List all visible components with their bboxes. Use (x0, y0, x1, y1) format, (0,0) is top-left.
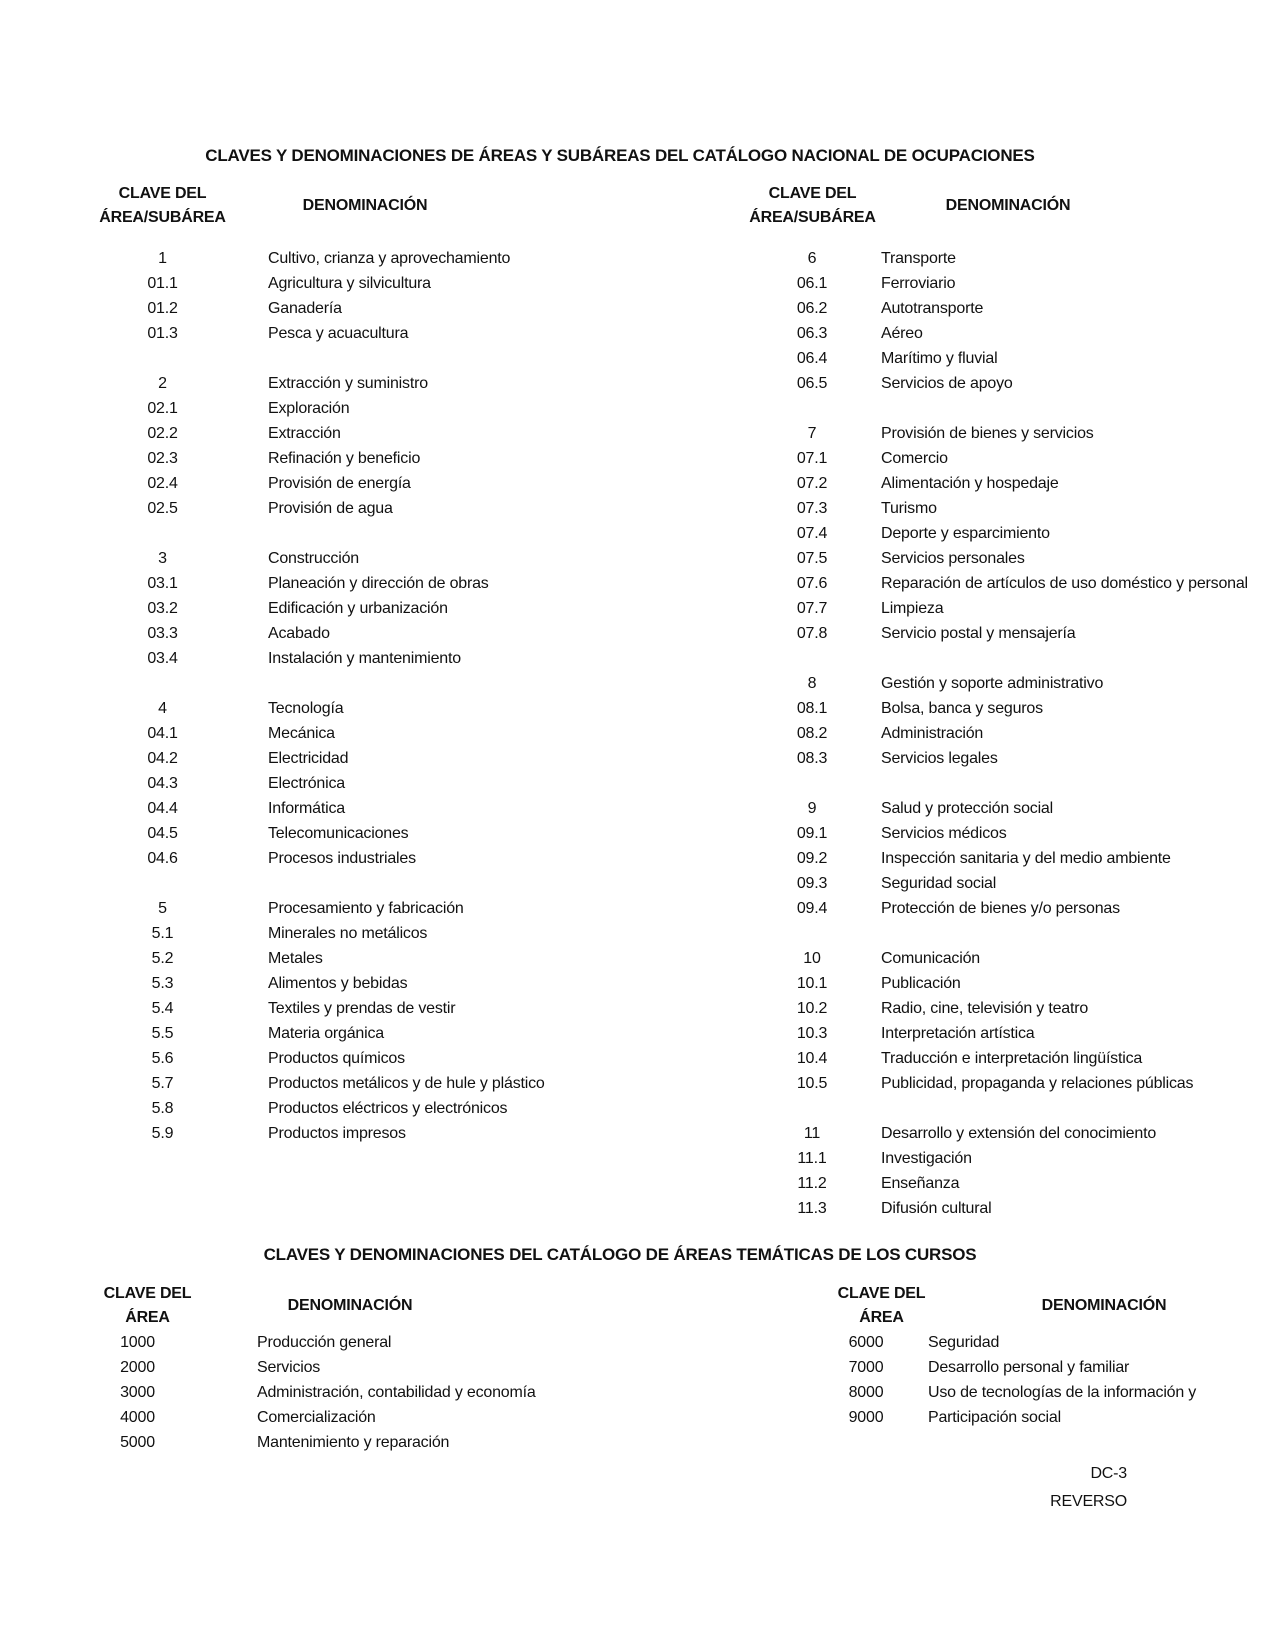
header-denominacion: DENOMINACIÓN (287, 1297, 413, 1314)
area-code: 6 (807, 250, 817, 267)
area-name: Minerales no metálicos (268, 925, 428, 942)
area-code: 7 (807, 425, 817, 442)
area-code: 02.5 (147, 500, 178, 517)
area-name: Radio, cine, televisión y teatro (881, 1000, 1089, 1017)
area-name: Desarrollo personal y familiar (928, 1359, 1130, 1376)
area-code: 08.2 (796, 725, 828, 742)
area-group (637, 671, 1275, 771)
area-name: Turismo (881, 500, 937, 517)
header-clave-line2: ÁREA/SUBÁREA (749, 209, 876, 226)
area-code: 01.3 (147, 325, 178, 342)
area-code: 11.2 (797, 1175, 827, 1192)
table-row (0, 646, 637, 671)
area-name: Enseñanza (881, 1175, 960, 1192)
area-name: Edificación y urbanización (268, 600, 448, 617)
table-row (637, 1046, 1275, 1071)
table-row (0, 971, 637, 996)
table-row (0, 1355, 637, 1380)
area-code: 08.3 (796, 750, 828, 767)
table-row (637, 1355, 1275, 1380)
table-row (637, 1021, 1275, 1046)
table-row (0, 371, 637, 396)
area-code: 06.5 (796, 375, 828, 392)
area-name: Productos químicos (268, 1050, 405, 1067)
area-code: 04.5 (147, 825, 178, 842)
area-name: Publicación (881, 975, 961, 992)
area-name: Provisión de bienes y servicios (881, 425, 1094, 442)
area-name: Servicio postal y mensajería (881, 625, 1076, 642)
area-code: 11.3 (797, 1200, 827, 1217)
area-code: 3 (158, 550, 167, 567)
table-row (637, 1330, 1275, 1355)
area-code: 3000 (120, 1384, 155, 1401)
area-code: 04.1 (147, 725, 178, 742)
area-code: 5.9 (151, 1125, 174, 1142)
area-code: 7000 (848, 1359, 884, 1376)
area-name: Ferroviario (881, 275, 956, 292)
table-row (0, 771, 637, 796)
area-code: 08.1 (796, 700, 828, 717)
area-name: Reparación de artículos de uso doméstico y personal (881, 575, 1248, 592)
table-row (0, 721, 637, 746)
area-name: Comercialización (257, 1409, 376, 1426)
area-name: Electricidad (268, 750, 349, 767)
area-name: Interpretación artística (881, 1025, 1035, 1042)
area-name: Provisión de agua (268, 500, 393, 517)
area-code: 5.2 (151, 950, 174, 967)
area-name: Servicios personales (881, 550, 1025, 567)
area-code: 4000 (120, 1409, 155, 1426)
area-name: Inspección sanitaria y del medio ambiente (881, 850, 1171, 867)
table-row (0, 621, 637, 646)
header-denominacion: DENOMINACIÓN (945, 197, 1071, 214)
table-row (637, 246, 1275, 271)
area-name: Difusión cultural (881, 1200, 992, 1217)
area-name: Informática (268, 800, 345, 817)
area-name: Gestión y soporte administrativo (881, 675, 1104, 692)
area-name: Protección de bienes y/o personas (881, 900, 1120, 917)
area-name: Planeación y dirección de obras (268, 575, 489, 592)
header-denominacion: DENOMINACIÓN (302, 197, 428, 214)
area-code: 2000 (120, 1359, 155, 1376)
table-body (637, 246, 1275, 1221)
table-row (637, 821, 1275, 846)
table-row (637, 946, 1275, 971)
area-name: Textiles y prendas de vestir (268, 1000, 456, 1017)
area-group (637, 246, 1275, 396)
area-name: Alimentación y hospedaje (881, 475, 1059, 492)
table-row (637, 571, 1275, 596)
area-name: Autotransporte (881, 300, 984, 317)
table-row (0, 296, 637, 321)
area-code: 5.4 (151, 1000, 174, 1017)
area-code: 07.5 (796, 550, 828, 567)
area-code: 09.1 (796, 825, 828, 842)
area-code: 11.1 (797, 1150, 827, 1167)
table-header (0, 1282, 637, 1330)
table-row (0, 471, 637, 496)
course-areas-table-left-column (0, 1282, 637, 1455)
table-row (0, 571, 637, 596)
area-code: 01.1 (147, 275, 178, 292)
area-name: Transporte (881, 250, 956, 267)
table-row (637, 746, 1275, 771)
area-group (0, 896, 637, 1146)
area-name: Procesos industriales (268, 850, 416, 867)
area-code: 5.6 (151, 1050, 174, 1067)
area-name: Procesamiento y fabricación (268, 900, 464, 917)
area-name: Seguridad social (881, 875, 997, 892)
table-header (0, 182, 637, 230)
table-row (0, 396, 637, 421)
header-clave-area-subarea (745, 182, 880, 230)
area-code: 07.1 (796, 450, 828, 467)
table-row (0, 821, 637, 846)
area-name: Administración, contabilidad y economía (257, 1384, 536, 1401)
area-code: 03.4 (147, 650, 178, 667)
area-code: 5.5 (151, 1025, 174, 1042)
header-clave-line1: CLAVE DEL (103, 1285, 192, 1302)
area-name: Comercio (881, 450, 948, 467)
area-code: 5.3 (151, 975, 174, 992)
table-header (637, 1282, 1275, 1330)
area-name: Bolsa, banca y seguros (881, 700, 1043, 717)
table-row (637, 696, 1275, 721)
area-code: 09.2 (796, 850, 828, 867)
area-name: Alimentos y bebidas (268, 975, 408, 992)
area-name: Exploración (268, 400, 350, 417)
table-row (637, 896, 1275, 921)
area-code: 07.7 (796, 600, 828, 617)
table-body (637, 1330, 1275, 1430)
area-code: 07.6 (796, 575, 828, 592)
area-name: Instalación y mantenimiento (268, 650, 461, 667)
area-code: 5.1 (151, 925, 174, 942)
table-row (0, 1405, 637, 1430)
area-code: 4 (158, 700, 167, 717)
table-row (0, 446, 637, 471)
area-code: 02.4 (147, 475, 178, 492)
occupations-catalog-table (0, 182, 1275, 1221)
area-name: Cultivo, crianza y aprovechamiento (268, 250, 511, 267)
area-code: 06.3 (796, 325, 828, 342)
area-name: Mecánica (268, 725, 335, 742)
area-name: Traducción e interpretación lingüística (881, 1050, 1143, 1067)
occupations-catalog-title: CLAVES Y DENOMINACIONES DE ÁREAS Y SUBÁREAS DEL CATÁLOGO NACIONAL DE OCUPACIONES (205, 146, 1035, 165)
area-name: Producción general (257, 1334, 392, 1351)
area-name: Refinación y beneficio (268, 450, 421, 467)
area-name: Administración (881, 725, 984, 742)
table-row (637, 1405, 1275, 1430)
area-code: 09.4 (796, 900, 828, 917)
table-row (0, 1380, 637, 1405)
area-name: Telecomunicaciones (268, 825, 409, 842)
table-row (637, 621, 1275, 646)
area-name: Extracción (268, 425, 341, 442)
area-code: 5.7 (151, 1075, 174, 1092)
area-name: Mantenimiento y reparación (257, 1434, 450, 1451)
table-row (637, 296, 1275, 321)
area-code: 10.2 (796, 1000, 828, 1017)
area-code: 04.2 (147, 750, 178, 767)
area-code: 09.3 (796, 875, 828, 892)
area-name: Comunicación (881, 950, 980, 967)
area-group (637, 946, 1275, 1096)
area-name: Uso de tecnologías de la información y (928, 1384, 1197, 1401)
header-clave-line1: CLAVE DEL (118, 185, 207, 202)
table-row (637, 346, 1275, 371)
table-row (0, 1071, 637, 1096)
area-name: Materia orgánica (268, 1025, 384, 1042)
table-row (637, 496, 1275, 521)
area-name: Agricultura y silvicultura (268, 275, 431, 292)
table-row (637, 471, 1275, 496)
area-code: 11 (803, 1125, 821, 1142)
table-row (637, 321, 1275, 346)
area-code: 8 (807, 675, 817, 692)
area-code: 1 (158, 250, 167, 267)
table-row (0, 746, 637, 771)
header-clave-area (80, 1282, 215, 1330)
table-row (0, 321, 637, 346)
area-code: 9 (807, 800, 817, 817)
table-row (637, 421, 1275, 446)
area-code: 5.8 (151, 1100, 174, 1117)
area-name: Servicios de apoyo (881, 375, 1013, 392)
area-group (637, 796, 1275, 921)
header-denominacion: DENOMINACIÓN (1041, 1297, 1167, 1314)
area-code: 04.3 (147, 775, 178, 792)
area-name: Metales (268, 950, 323, 967)
area-name: Pesca y acuacultura (268, 325, 409, 342)
area-group (0, 696, 637, 871)
area-code: 02.2 (147, 425, 178, 442)
table-row (637, 596, 1275, 621)
area-code: 10.4 (796, 1050, 828, 1067)
area-name: Participación social (928, 1409, 1061, 1426)
area-name: Servicios legales (881, 750, 998, 767)
table-row (637, 846, 1275, 871)
area-name: Aéreo (881, 325, 923, 342)
area-code: 04.4 (147, 800, 178, 817)
table-row (637, 721, 1275, 746)
table-row (0, 1046, 637, 1071)
area-name: Productos metálicos y de hule y plástico (268, 1075, 545, 1092)
area-code: 5000 (120, 1434, 155, 1451)
header-clave-line2: ÁREA/SUBÁREA (99, 209, 226, 226)
table-row (637, 1146, 1275, 1171)
area-code: 03.1 (147, 575, 178, 592)
table-row (0, 1121, 637, 1146)
form-code-label: DC-3 (1090, 1465, 1127, 1482)
table-row (0, 496, 637, 521)
area-code: 10.3 (796, 1025, 828, 1042)
area-code: 03.2 (147, 600, 178, 617)
table-row (637, 371, 1275, 396)
area-name: Construcción (268, 550, 359, 567)
area-group (0, 246, 637, 346)
course-areas-catalog-table (0, 1282, 1275, 1455)
area-name: Productos eléctricos y electrónicos (268, 1100, 508, 1117)
area-code: 6000 (848, 1334, 884, 1351)
table-body (0, 246, 637, 1146)
table-row (637, 1380, 1275, 1405)
area-code: 07.8 (796, 625, 828, 642)
area-code: 10.5 (796, 1075, 828, 1092)
header-clave-line2: ÁREA (125, 1309, 170, 1326)
area-code: 5 (158, 900, 167, 917)
area-code: 01.2 (147, 300, 178, 317)
table-row (0, 1096, 637, 1121)
table-row (637, 1196, 1275, 1221)
area-group (637, 421, 1275, 646)
area-name: Productos impresos (268, 1125, 406, 1142)
area-code: 06.4 (796, 350, 828, 367)
table-row (637, 1071, 1275, 1096)
area-code: 03.3 (147, 625, 178, 642)
area-code: 02.3 (147, 450, 178, 467)
area-group (0, 371, 637, 521)
reverso-label: REVERSO (1050, 1493, 1127, 1510)
header-clave-area-subarea (95, 182, 230, 230)
course-areas-catalog-title: CLAVES Y DENOMINACIONES DEL CATÁLOGO DE ÁREAS TEMÁTICAS DE LOS CURSOS (263, 1245, 977, 1264)
area-name: Publicidad, propaganda y relaciones públicas (881, 1075, 1194, 1092)
area-code: 1000 (120, 1334, 155, 1351)
table-row (0, 271, 637, 296)
table-row (0, 421, 637, 446)
header-clave-area (809, 1282, 954, 1330)
area-code: 07.2 (796, 475, 828, 492)
table-row (0, 1330, 637, 1355)
area-name: Electrónica (268, 775, 345, 792)
area-code: 10 (803, 950, 821, 967)
area-code: 06.2 (796, 300, 828, 317)
page-footer (1050, 1460, 1127, 1516)
area-name: Marítimo y fluvial (881, 350, 998, 367)
area-code: 2 (158, 375, 167, 392)
table-row (0, 546, 637, 571)
area-name: Investigación (881, 1150, 972, 1167)
table-row (0, 846, 637, 871)
table-header (637, 182, 1275, 230)
table-row (0, 996, 637, 1021)
table-row (0, 1021, 637, 1046)
area-name: Deporte y esparcimiento (881, 525, 1050, 542)
area-name: Servicios médicos (881, 825, 1007, 842)
table-row (0, 596, 637, 621)
table-row (637, 546, 1275, 571)
area-name: Extracción y suministro (268, 375, 428, 392)
area-name: Salud y protección social (881, 800, 1053, 817)
area-code: 04.6 (147, 850, 178, 867)
table-row (0, 246, 637, 271)
occupations-table-left-column (0, 182, 637, 1221)
table-row (637, 1171, 1275, 1196)
header-clave-line1: CLAVE DEL (768, 185, 857, 202)
area-name: Tecnología (268, 700, 344, 717)
table-row (637, 521, 1275, 546)
area-code: 02.1 (147, 400, 178, 417)
area-name: Limpieza (881, 600, 944, 617)
area-name: Acabado (268, 625, 330, 642)
table-row (637, 271, 1275, 296)
area-name: Servicios (257, 1359, 321, 1376)
table-row (637, 446, 1275, 471)
area-code: 8000 (848, 1384, 884, 1401)
table-row (0, 896, 637, 921)
table-row (637, 996, 1275, 1021)
occupations-table-right-column (637, 182, 1275, 1221)
table-row (637, 796, 1275, 821)
area-code: 10.1 (796, 975, 828, 992)
header-clave-line2: ÁREA (859, 1309, 904, 1326)
area-name: Ganadería (268, 300, 342, 317)
header-clave-line1: CLAVE DEL (837, 1285, 926, 1302)
course-areas-table-right-column (637, 1282, 1275, 1455)
area-group (637, 1121, 1275, 1221)
table-row (637, 671, 1275, 696)
table-row (0, 796, 637, 821)
table-body (0, 1330, 637, 1455)
area-name: Seguridad (928, 1334, 1000, 1351)
table-row (0, 696, 637, 721)
area-code: 06.1 (796, 275, 828, 292)
table-row (0, 1430, 637, 1455)
area-name: Provisión de energía (268, 475, 411, 492)
table-row (0, 921, 637, 946)
area-code: 9000 (848, 1409, 884, 1426)
area-code: 07.3 (796, 500, 828, 517)
area-name: Desarrollo y extensión del conocimiento (881, 1125, 1157, 1142)
area-group (0, 546, 637, 671)
table-row (0, 946, 637, 971)
table-row (637, 971, 1275, 996)
table-row (637, 1121, 1275, 1146)
table-row (637, 871, 1275, 896)
area-code: 07.4 (796, 525, 828, 542)
